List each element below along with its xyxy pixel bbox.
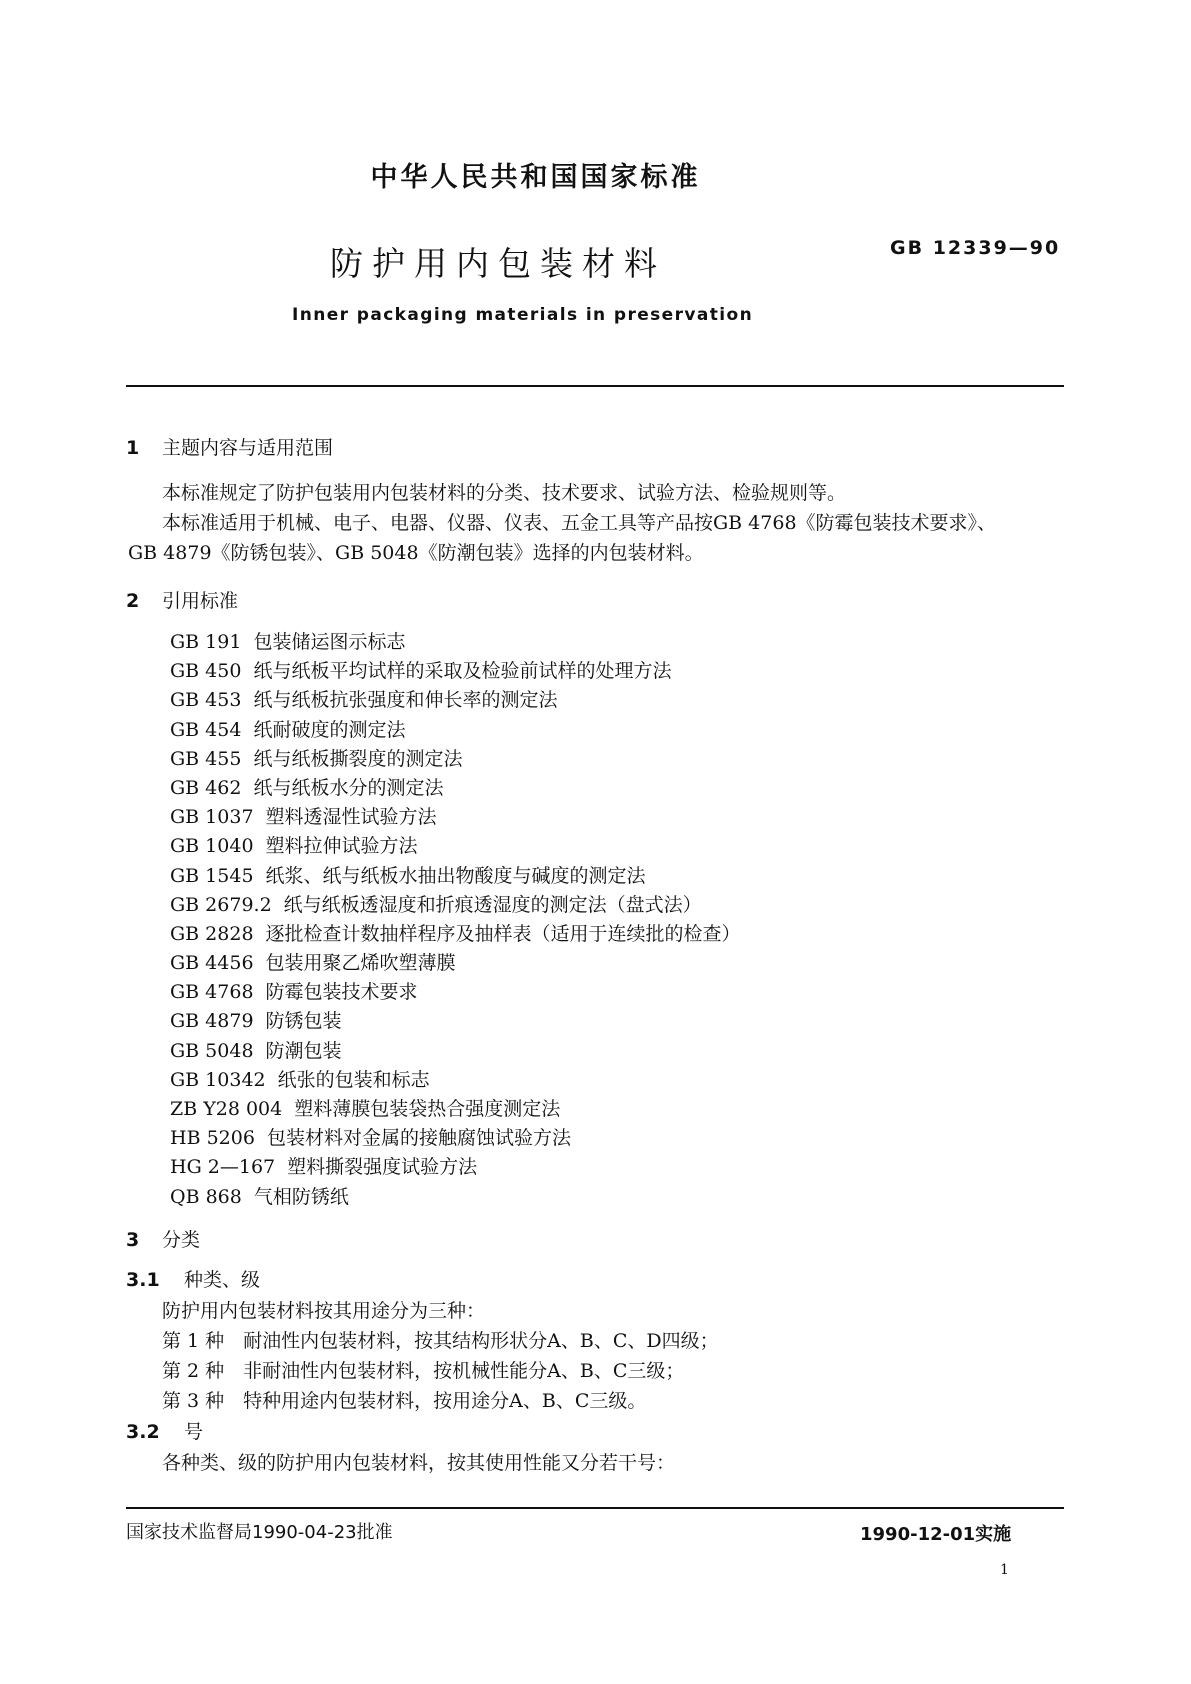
reference-item: [170, 774, 741, 803]
reference-item: [170, 1095, 741, 1124]
reference-item: [170, 920, 741, 949]
reference-code: GB 191: [170, 631, 242, 653]
section-3-2-number: 3.2: [126, 1421, 160, 1443]
bottom-divider: [126, 1507, 1064, 1509]
reference-title: 塑料拉伸试验方法: [265, 835, 418, 858]
reference-code: GB 5048: [170, 1039, 254, 1062]
reference-item: [170, 745, 741, 774]
reference-title: 纸与纸板撕裂度的测定法: [253, 747, 463, 770]
reference-item: [170, 1066, 741, 1095]
reference-title: 纸与纸板透湿度和折痕透湿度的测定法（盘式法）: [283, 893, 702, 916]
section-3-1-number: 3.1: [126, 1269, 160, 1291]
reference-code: GB 4879: [170, 1010, 254, 1033]
section-1-title: 主题内容与适用范围: [162, 437, 334, 459]
reference-code: GB 454: [170, 718, 242, 741]
reference-item: [170, 1153, 741, 1182]
reference-item: [170, 803, 741, 832]
reference-title: 逐批检查计数抽样程序及抽样表（适用于连续批的检查）: [265, 922, 741, 945]
reference-item: [170, 1124, 741, 1153]
reference-code: GB 4456: [170, 952, 254, 975]
section-3-title: 分类: [162, 1229, 201, 1251]
reference-item: [170, 1037, 741, 1066]
reference-item: [170, 978, 741, 1007]
section-3-heading: [126, 1225, 200, 1252]
section-1-para-2-line-1: 本标准适用于机械、电子、电器、仪器、仪表、五金工具等产品按GB 4768《防霉包装技术要求》、: [162, 512, 997, 534]
section-3-1-intro: 防护用内包装材料按其用途分为三种：: [162, 1300, 486, 1322]
reference-code: ZB Y28 004: [170, 1098, 283, 1120]
standard-number: GB 12339—90: [890, 237, 1061, 259]
reference-title: 纸张的包装和标志: [277, 1068, 430, 1091]
reference-code: GB 1037: [170, 806, 254, 829]
section-3-2-title: 号: [184, 1421, 204, 1443]
reference-code: GB 1040: [170, 835, 254, 858]
reference-title: 纸与纸板抗张强度和伸长率的测定法: [253, 689, 558, 712]
section-3-number: 3: [126, 1229, 140, 1251]
section-1-para-1: 本标准规定了防护包装用内包装材料的分类、技术要求、试验方法、检验规则等。: [162, 482, 847, 504]
reference-title: 塑料撕裂强度试验方法: [287, 1156, 478, 1179]
section-2-heading: [126, 586, 238, 613]
reference-title: 塑料薄膜包装袋热合强度测定法: [294, 1098, 561, 1120]
section-3-1-item: 第 3 种 特种用途内包装材料，按用途分A、B、C三级。: [162, 1390, 647, 1412]
reference-item: [170, 891, 741, 920]
reference-code: GB 455: [170, 747, 242, 770]
reference-code: GB 4768: [170, 981, 254, 1004]
reference-code: GB 10342: [170, 1068, 266, 1091]
section-3-2-text: 各种类、级的防护用内包装材料，按其使用性能又分若干号：: [162, 1452, 676, 1474]
page-number: 1: [1000, 1562, 1009, 1578]
approval-date: 国家技术监督局1990-04-23批准: [126, 1522, 393, 1543]
section-3-1-item: 第 1 种 耐油性内包装材料，按其结构形状分A、B、C、D四级；: [162, 1330, 719, 1352]
reference-title: 防锈包装: [265, 1010, 342, 1033]
reference-code: HB 5206: [170, 1127, 255, 1150]
reference-item: [170, 686, 741, 715]
reference-item: [170, 628, 741, 657]
reference-list: [170, 628, 741, 1212]
section-3-1-title: 种类、级: [184, 1269, 261, 1291]
document-title-cn: 防护用内包装材料: [330, 244, 666, 283]
reference-item: [170, 862, 741, 891]
section-2-title: 引用标准: [162, 590, 239, 612]
effective-date: 1990-12-01实施: [860, 1524, 1012, 1545]
section-3-1-heading: [126, 1265, 260, 1292]
section-2-number: 2: [126, 590, 140, 612]
section-1-heading: [126, 433, 333, 460]
reference-title: 纸与纸板平均试样的采取及检验前试样的处理方法: [253, 660, 672, 683]
reference-title: 包装储运图示标志: [253, 631, 406, 653]
reference-title: 气相防锈纸: [253, 1185, 349, 1208]
reference-code: QB 868: [170, 1185, 242, 1208]
section-1-number: 1: [126, 437, 140, 459]
reference-item: [170, 949, 741, 978]
reference-item: [170, 716, 741, 745]
reference-item: [170, 1007, 741, 1036]
reference-title: 纸浆、纸与纸板水抽出物酸度与碱度的测定法: [265, 864, 646, 887]
reference-code: GB 2828: [170, 922, 254, 945]
reference-code: GB 1545: [170, 864, 254, 887]
reference-code: HG 2—167: [170, 1156, 276, 1179]
national-standard-header: 中华人民共和国国家标准: [370, 162, 701, 193]
reference-title: 防潮包装: [265, 1039, 342, 1062]
document-title-en: Inner packaging materials in preservation: [292, 305, 754, 325]
reference-code: GB 450: [170, 660, 242, 683]
reference-title: 防霉包装技术要求: [265, 981, 418, 1004]
reference-title: 塑料透湿性试验方法: [265, 806, 437, 829]
reference-code: GB 453: [170, 689, 242, 712]
reference-title: 纸耐破度的测定法: [253, 718, 406, 741]
reference-code: GB 2679.2: [170, 893, 272, 916]
section-1-para-2-line-2: GB 4879《防锈包装》、GB 5048《防潮包装》选择的内包装材料。: [128, 542, 704, 564]
reference-title: 纸与纸板水分的测定法: [253, 776, 444, 799]
reference-title: 包装材料对金属的接触腐蚀试验方法: [266, 1127, 571, 1150]
section-3-1-item: 第 2 种 非耐油性内包装材料，按机械性能分A、B、C三级；: [162, 1360, 685, 1382]
top-divider: [126, 385, 1064, 387]
reference-item: [170, 657, 741, 686]
reference-item: [170, 1183, 741, 1212]
reference-item: [170, 832, 741, 861]
section-3-2-heading: [126, 1417, 203, 1444]
reference-code: GB 462: [170, 776, 242, 799]
reference-title: 包装用聚乙烯吹塑薄膜: [265, 952, 456, 975]
